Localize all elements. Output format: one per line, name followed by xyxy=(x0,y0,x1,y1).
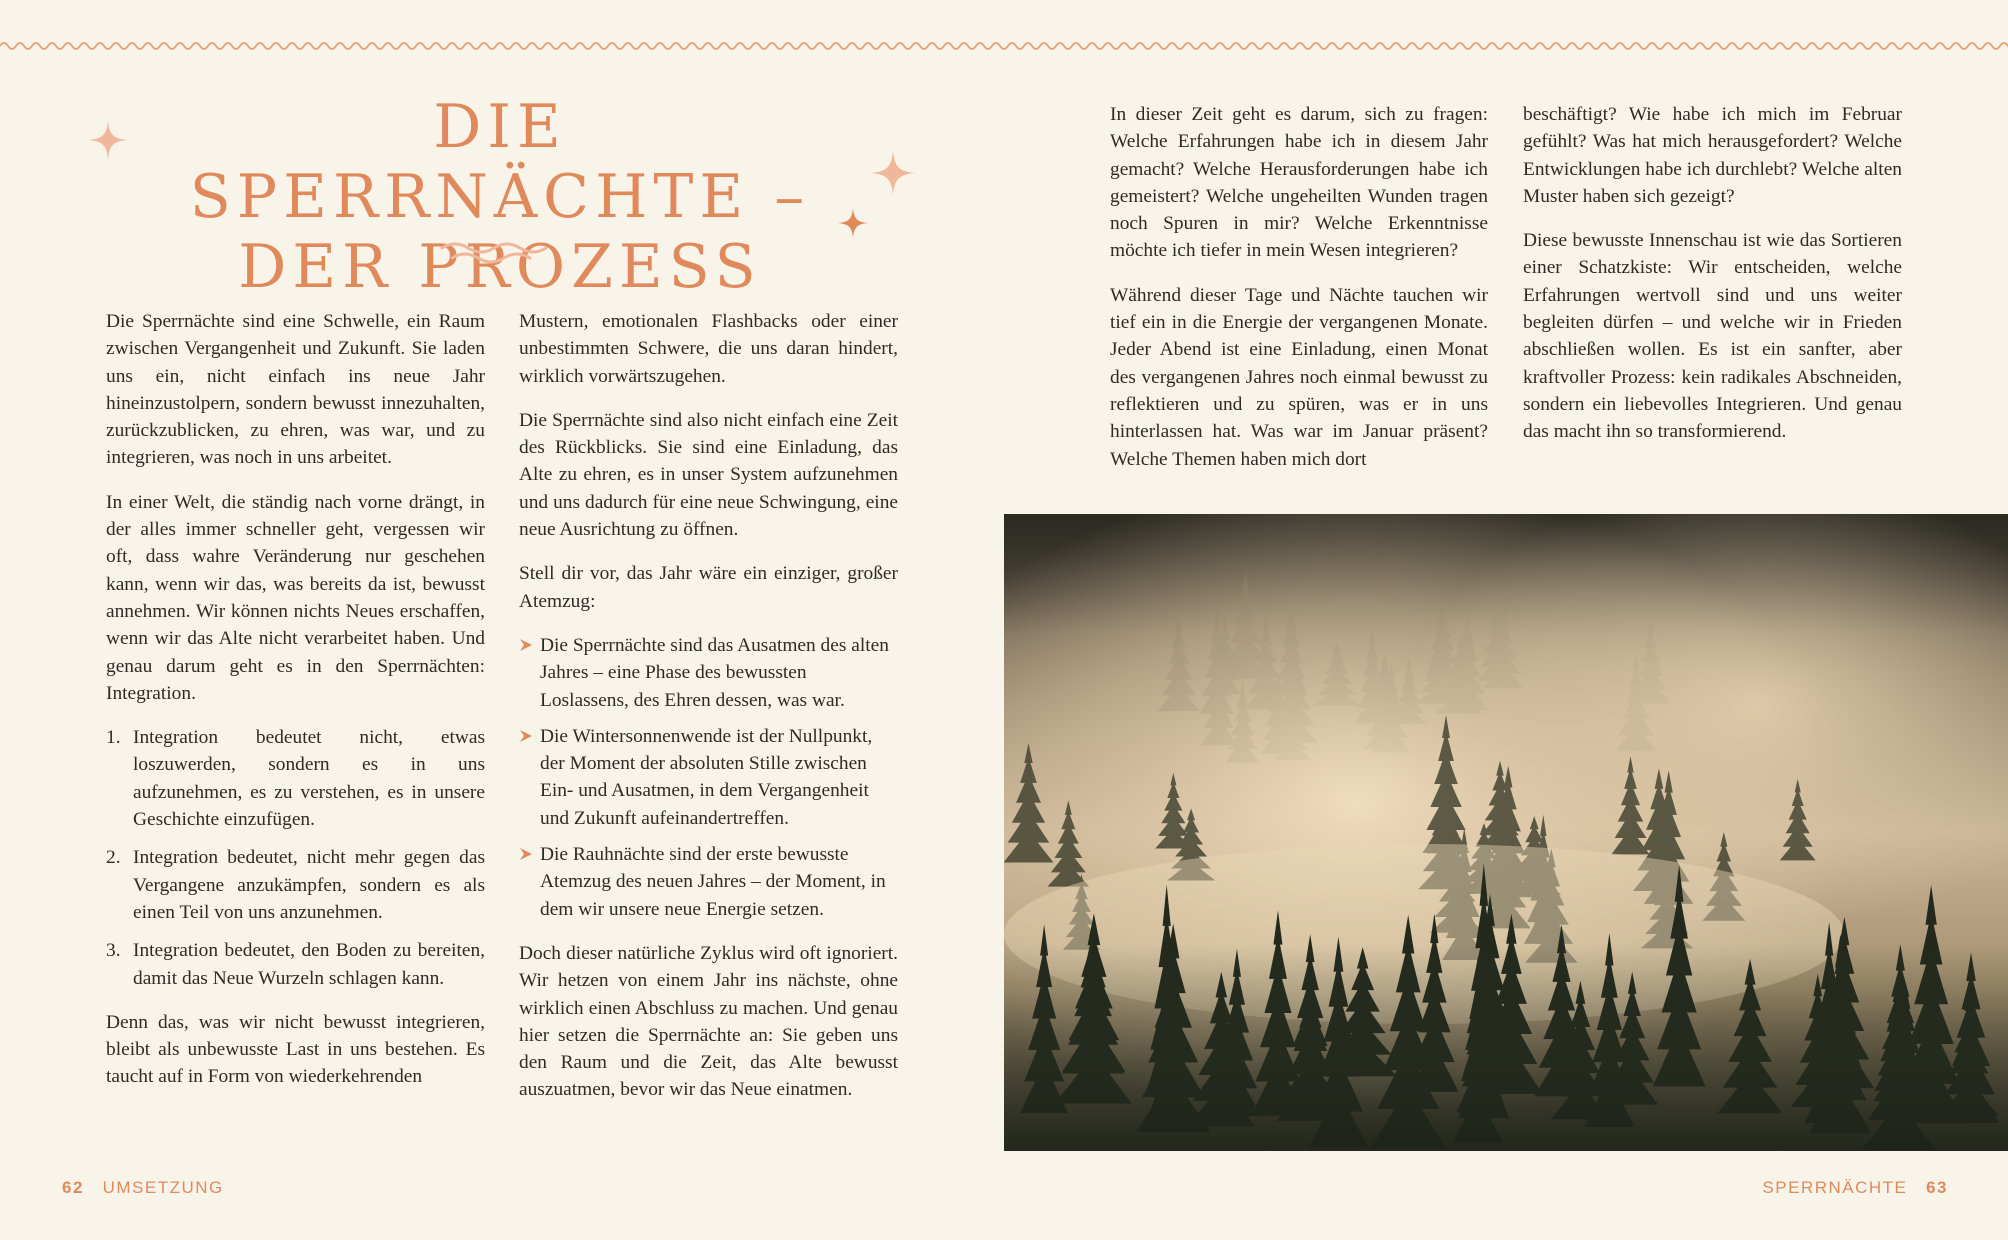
list-item xyxy=(519,632,898,714)
section-label-left: UMSETZUNG xyxy=(102,1178,224,1197)
list-item xyxy=(106,844,485,926)
list-number: 2. xyxy=(106,847,121,869)
list-item xyxy=(519,723,898,832)
arrow-bullet-icon xyxy=(519,847,533,861)
paragraph: beschäftigt? Wie habe ich mich im Februar gefühlt? Was hat mich herausgefordert? Welche Entwicklungen habe ich durchlebt? Welche alten Muster haben sich gezeigt? xyxy=(1523,104,1902,207)
footer-right xyxy=(1762,1178,1948,1198)
list-number: 3. xyxy=(106,940,121,962)
misty-forest-photo xyxy=(1004,514,2008,1151)
title-line-2: DER PROZESS xyxy=(238,232,762,302)
paragraph: Stell dir vor, das Jahr wäre ein einziger, großer Atemzug: xyxy=(519,563,898,612)
numbered-list xyxy=(106,724,485,992)
list-number: 1. xyxy=(106,727,121,749)
text-column-1 xyxy=(106,308,485,1108)
page-number-right: 63 xyxy=(1926,1178,1948,1197)
list-item xyxy=(106,937,485,992)
sparkle-star-icon xyxy=(836,206,870,240)
top-wave-divider xyxy=(0,34,2008,58)
list-item xyxy=(106,724,485,833)
text-column-2 xyxy=(519,308,898,1121)
page-title xyxy=(150,92,850,302)
list-item-text: Integration bedeutet nicht, etwas loszuwerden, sondern es in uns aufzunehmen, es zu verstehen, es in unsere Geschichte einzufügen. xyxy=(133,727,485,831)
sparkle-star-icon xyxy=(868,148,918,198)
text-column-3 xyxy=(1110,101,1488,490)
page-number-left: 62 xyxy=(62,1178,84,1197)
arrow-bullet-icon xyxy=(519,638,533,652)
sparkle-star-icon xyxy=(86,118,130,162)
section-label-right: SPERRNÄCHTE xyxy=(1762,1178,1908,1197)
list-item-text: Die Rauhnächte sind der erste bewusste Atemzug des neuen Jahres – der Moment, in dem wir unsere neue Energie setzen. xyxy=(540,844,886,920)
arrow-bullet-icon xyxy=(519,729,533,743)
list-item-text: Integration bedeutet, nicht mehr gegen das Vergangene anzukämpfen, sondern es als einen Teil von uns anzunehmen. xyxy=(133,847,485,923)
footer-left xyxy=(62,1178,224,1198)
paragraph: Diese bewusste Innenschau ist wie das Sortieren einer Schatzkiste: Wir entscheiden, welche Erfahrungen wertvoll sind und uns weiter begleiten dürfen – und welche wir in Frieden abschließen wollen. Es ist ein sanfter, aber kraftvoller Prozess: kein radikales Abschneiden, sondern ein liebevolles Integrieren. Und genau das macht ihn so transformierend. xyxy=(1523,230,1902,443)
paragraph: In einer Welt, die ständig nach vorne drängt, in der alles immer schneller geht, vergessen wir oft, dass wahre Veränderung nur geschehen kann, wenn wir das, was bereits da ist, bewusst annehmen. Wir können nichts Neues erschaffen, wenn wir das Alte nicht verarbeitet haben. Und genau darum geht es in den Sperrnächten: Integration. xyxy=(106,491,485,704)
title-squiggle xyxy=(440,240,548,264)
arrow-list xyxy=(519,632,898,923)
paragraph: In dieser Zeit geht es darum, sich zu fragen: Welche Erfahrungen habe ich in diesem Jahr gemacht? Welche Herausforderungen habe ich gemeistert? Welche ungeheilten Wunden tragen noch Spuren in mir? Welche Erkenntnisse möchte ich tiefer in mein Wesen integrieren? xyxy=(1110,104,1488,262)
list-item-text: Integration bedeutet, den Boden zu bereiten, damit das Neue Wurzeln schlagen kann. xyxy=(133,940,485,989)
title-line-1: DIE SPERRNÄCHTE – xyxy=(189,92,811,232)
paragraph: Mustern, emotionalen Flashbacks oder einer unbestimmten Schwere, die uns daran hindert, wirklich vorwärtszugehen. xyxy=(519,311,898,387)
paragraph: Doch dieser natürliche Zyklus wird oft ignoriert. Wir hetzen von einem Jahr ins nächste, ohne wirklich einen Abschluss zu machen. Und genau hier setzen die Sperrnächte an: Sie geben uns den Raum und die Zeit, das Alte bewusst auszuatmen, bevor wir das Neue einatmen. xyxy=(519,942,898,1101)
list-item-text: Die Sperrnächte sind das Ausatmen des alten Jahres – eine Phase des bewussten Loslassens, des Ehren dessen, was war. xyxy=(540,634,889,711)
paragraph: Während dieser Tage und Nächte tauchen wir tief ein in die Energie der vergangenen Monate. Jeder Abend ist eine Einladung, einen Monat des vergangenen Jahres noch einmal bewusst zu reflektieren und zu spüren, was er in uns hinterlassen hat. Was war im Januar präsent? Welche Themen haben mich dort xyxy=(1110,284,1488,470)
text-column-4 xyxy=(1523,101,1902,463)
list-item xyxy=(519,841,898,923)
paragraph: Denn das, was wir nicht bewusst integrieren, bleibt als unbewusste Last in uns bestehen. Es taucht auf in Form von wiederkehrenden xyxy=(106,1011,485,1088)
paragraph: Die Sperrnächte sind eine Schwelle, ein Raum zwischen Vergangenheit und Zukunft. Sie laden uns ein, nicht einfach ins neue Jahr hineinzustolpern, sondern bewusst innezuhalten, zurückzublicken, zu ehren, was war, und zu integrieren, was noch in uns arbeitet. xyxy=(106,311,485,469)
paragraph: Die Sperrnächte sind also nicht einfach eine Zeit des Rückblicks. Sie sind eine Einladung, das Alte zu ehren, es in unser System aufzunehmen und uns dadurch für eine neue Schwingung, eine neue Ausrichtung zu öffnen. xyxy=(519,409,898,541)
list-item-text: Die Wintersonnenwende ist der Nullpunkt, der Moment der absoluten Stille zwischen Ein- und Ausatmen, in dem Vergangenheit und Zukunft aufeinandertreffen. xyxy=(540,725,873,829)
